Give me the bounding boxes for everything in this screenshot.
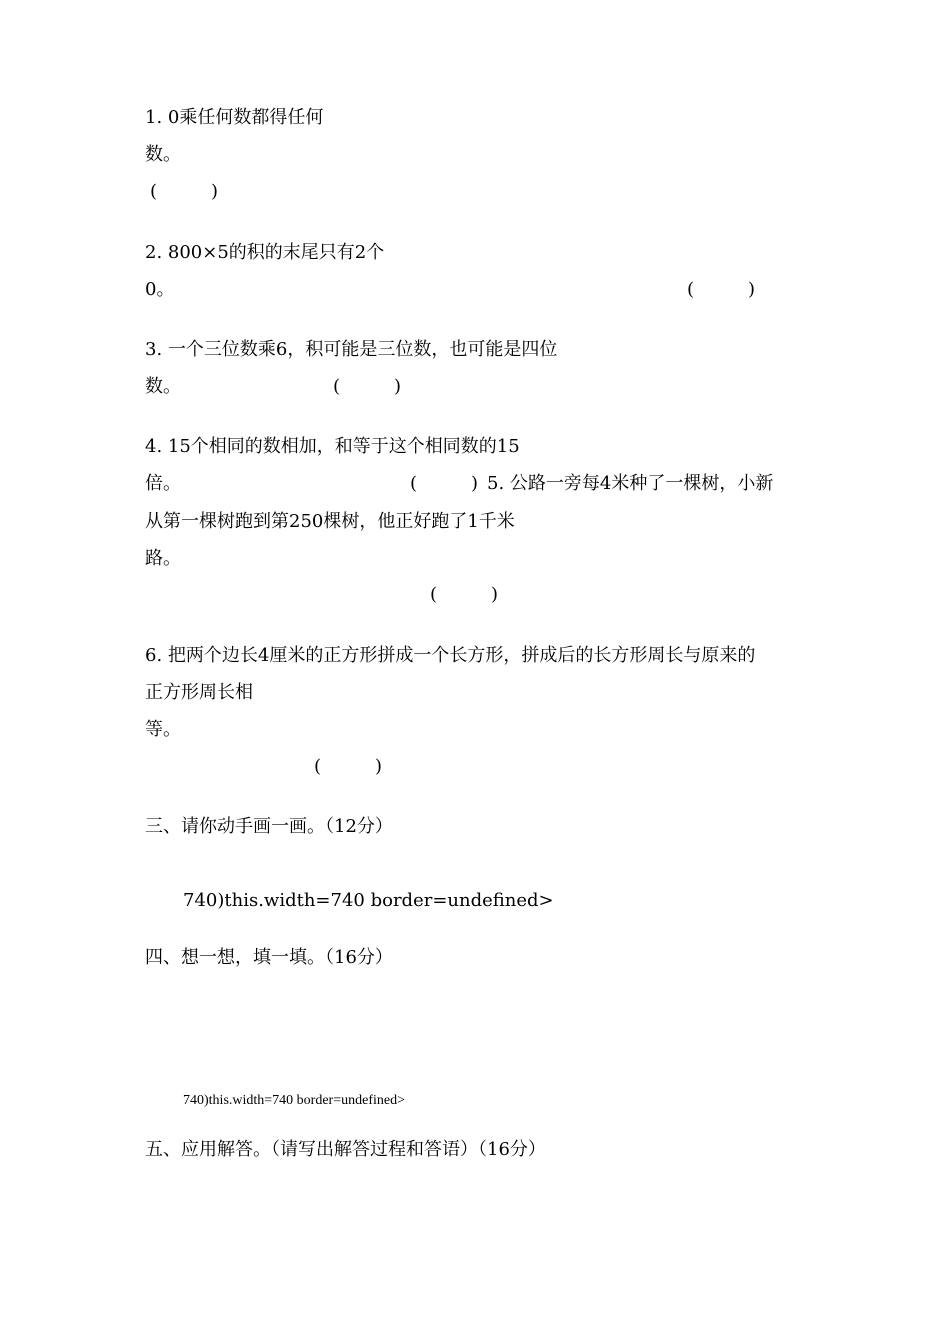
q6-line2: 正方形周长相 bbox=[145, 682, 253, 703]
q2-line2: 0。 bbox=[145, 279, 175, 300]
q4-answer-paren[interactable]: ( ) bbox=[410, 473, 479, 494]
q4-line2: 倍。 bbox=[145, 473, 181, 494]
q6-answer-paren[interactable]: ( ) bbox=[314, 756, 383, 777]
q6-line3: 等。 bbox=[145, 719, 181, 740]
q5-line1: 5. 公路一旁每4米种了一棵树，小新 bbox=[487, 473, 774, 494]
q3-line2: 数。 bbox=[145, 376, 181, 397]
section3-image-caption: 740)this.width=740 border=undefined> bbox=[183, 890, 554, 911]
q3-line1: 3. 一个三位数乘6，积可能是三位数，也可能是四位 bbox=[145, 339, 558, 360]
q1-line1: 1. 0乘任何数都得任何 bbox=[145, 107, 324, 128]
section4-heading: 四、想一想，填一填。（16分） bbox=[145, 947, 393, 968]
q5-line2: 从第一棵树跑到第250棵树，他正好跑了1千米 bbox=[145, 511, 515, 532]
q1-line2: 数。 bbox=[145, 144, 181, 165]
q1-answer-paren[interactable]: ( ) bbox=[150, 181, 219, 202]
q2-line1: 2. 800×5的积的末尾只有2个 bbox=[145, 242, 385, 263]
section5-heading: 五、应用解答。（请写出解答过程和答语）（16分） bbox=[145, 1139, 546, 1160]
section4-image-caption: 740)this.width=740 border=undefined> bbox=[183, 1093, 405, 1108]
q6-line1: 6. 把两个边长4厘米的正方形拼成一个长方形，拼成后的长方形周长与原来的 bbox=[145, 645, 756, 666]
q5-answer-paren[interactable]: ( ) bbox=[430, 584, 499, 605]
q4-line1: 4. 15个相同的数相加，和等于这个相同数的15 bbox=[145, 436, 520, 457]
section3-heading: 三、请你动手画一画。（12分） bbox=[145, 816, 393, 837]
q5-line3: 路。 bbox=[145, 548, 181, 569]
q3-answer-paren[interactable]: ( ) bbox=[333, 376, 402, 397]
q2-answer-paren[interactable]: ( ) bbox=[687, 279, 756, 300]
